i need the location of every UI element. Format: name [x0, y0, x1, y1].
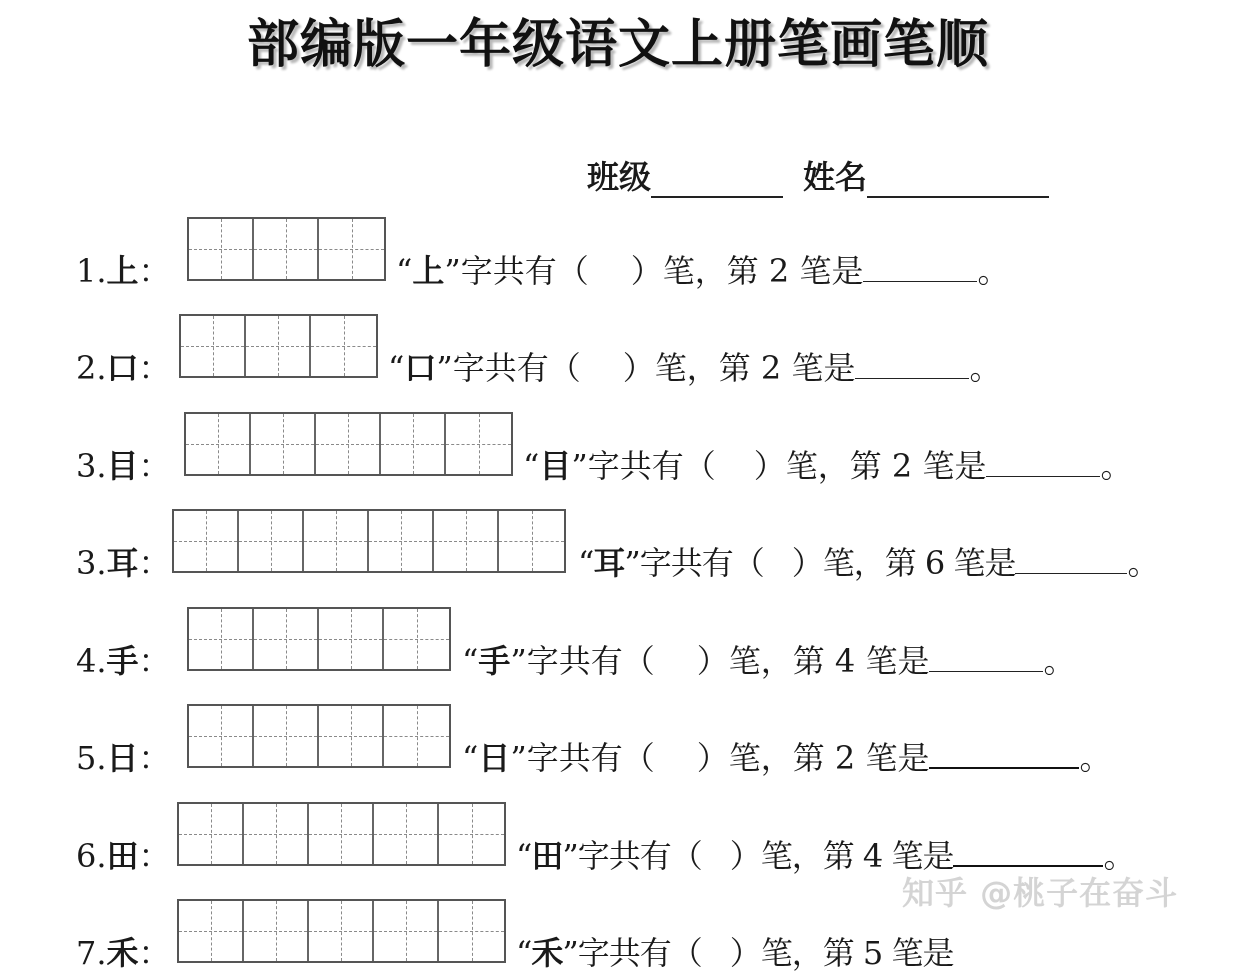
answer-blank[interactable]	[953, 839, 1103, 867]
row-colon: ：	[138, 349, 171, 387]
quoted-char: 口	[404, 349, 437, 387]
grid-cell[interactable]	[319, 706, 384, 766]
quoted-char: 禾	[531, 934, 563, 972]
writing-grid[interactable]	[177, 802, 506, 866]
grid-cell[interactable]	[381, 414, 446, 474]
grid-cell[interactable]	[251, 414, 316, 474]
question-end: 。	[1043, 642, 1076, 680]
grid-cell[interactable]	[189, 706, 254, 766]
quoted-char: 田	[531, 837, 563, 875]
class-name-row	[587, 152, 1049, 198]
answer-blank[interactable]	[855, 352, 969, 379]
quote-open: “	[462, 739, 479, 777]
grid-cell[interactable]	[374, 901, 439, 961]
grid-cell[interactable]	[384, 706, 449, 766]
question-part-a: 字共有（	[460, 252, 589, 290]
question-end: 。	[1079, 739, 1112, 777]
question-part-a: 字共有（	[577, 837, 702, 875]
grid-cell[interactable]	[304, 511, 369, 571]
exercise-row	[0, 508, 1236, 580]
question-text	[388, 343, 1001, 389]
answer-blank[interactable]	[863, 255, 977, 282]
question-part-b: ）笔，第 4 笔是	[696, 642, 930, 680]
question-part-b: ）笔，第 5 笔是	[729, 934, 954, 972]
question-end: 。	[977, 252, 1010, 290]
answer-blank[interactable]	[1015, 547, 1127, 574]
row-colon: ：	[138, 837, 171, 875]
question-part-a: 字共有（	[577, 934, 702, 972]
exercise-row	[0, 216, 1236, 288]
question-part-a: 字共有（	[587, 447, 716, 485]
grid-cell[interactable]	[254, 609, 319, 669]
quote-open: “	[388, 349, 405, 387]
writing-grid[interactable]	[184, 412, 513, 476]
grid-cell[interactable]	[181, 316, 246, 376]
question-part-b: ）笔，第 6 笔是	[791, 544, 1016, 582]
grid-cell[interactable]	[439, 804, 504, 864]
row-number: 3.	[76, 447, 107, 485]
quote-open: “	[516, 837, 532, 875]
grid-cell[interactable]	[244, 804, 309, 864]
grid-cell[interactable]	[189, 219, 254, 279]
grid-cell[interactable]	[319, 219, 384, 279]
quote-close: ”	[562, 837, 578, 875]
grid-cell[interactable]	[179, 901, 244, 961]
grid-cell[interactable]	[246, 316, 311, 376]
writing-grid[interactable]	[187, 607, 451, 671]
question-part-b: ）笔，第 2 笔是	[696, 739, 930, 777]
grid-cell[interactable]	[254, 706, 319, 766]
grid-cell[interactable]	[239, 511, 304, 571]
row-colon: ：	[138, 642, 171, 680]
row-char: 上	[106, 252, 139, 290]
grid-cell[interactable]	[179, 804, 244, 864]
grid-cell[interactable]	[499, 511, 564, 571]
name-blank[interactable]	[867, 166, 1049, 198]
quoted-char: 目	[539, 447, 572, 485]
row-colon: ：	[138, 934, 171, 972]
row-char: 手	[106, 642, 139, 680]
quote-open: “	[516, 934, 532, 972]
row-colon: ：	[138, 447, 171, 485]
question-text	[462, 636, 1075, 682]
row-number: 4.	[76, 642, 107, 680]
question-end: 。	[1127, 544, 1159, 582]
grid-cell[interactable]	[384, 609, 449, 669]
question-text	[523, 441, 1132, 487]
quote-close: ”	[624, 544, 640, 582]
exercise-row	[0, 411, 1236, 483]
row-char: 禾	[106, 934, 139, 972]
writing-grid[interactable]	[177, 899, 506, 963]
row-label	[76, 636, 171, 682]
row-number: 7.	[76, 934, 107, 972]
grid-cell[interactable]	[174, 511, 239, 571]
row-label	[76, 928, 171, 974]
grid-cell[interactable]	[316, 414, 381, 474]
exercise-row	[0, 313, 1236, 385]
row-label	[76, 441, 171, 487]
grid-cell[interactable]	[189, 609, 254, 669]
answer-blank[interactable]	[986, 450, 1100, 477]
question-part-b: ）笔，第 4 笔是	[729, 837, 954, 875]
quote-close: ”	[571, 447, 588, 485]
question-part-a: 字共有（	[526, 642, 655, 680]
page-title: 部编版一年级语文上册笔画笔顺	[246, 15, 989, 75]
exercise-row	[0, 801, 1236, 873]
question-part-b: ）笔，第 2 笔是	[622, 349, 856, 387]
row-char: 田	[106, 837, 139, 875]
grid-cell[interactable]	[369, 511, 434, 571]
quote-close: ”	[436, 349, 453, 387]
class-label: 班级	[587, 158, 652, 196]
writing-grid[interactable]	[172, 509, 566, 573]
grid-cell[interactable]	[254, 219, 319, 279]
grid-cell[interactable]	[439, 901, 504, 961]
question-part-b: ）笔，第 2 笔是	[753, 447, 987, 485]
name-label: 姓名	[803, 158, 868, 196]
writing-grid[interactable]	[187, 704, 451, 768]
quote-open: “	[396, 252, 413, 290]
quoted-char: 日	[478, 739, 511, 777]
question-part-a: 字共有（	[639, 544, 764, 582]
quoted-char: 耳	[593, 544, 625, 582]
exercise-row	[0, 703, 1236, 775]
row-number: 5.	[76, 739, 107, 777]
grid-cell[interactable]	[446, 414, 511, 474]
question-text	[516, 928, 953, 974]
quote-close: ”	[444, 252, 461, 290]
answer-blank[interactable]	[929, 741, 1079, 769]
quote-open: “	[462, 642, 479, 680]
row-char: 口	[106, 349, 139, 387]
row-number: 3.	[76, 544, 107, 582]
quote-open: “	[523, 447, 540, 485]
grid-cell[interactable]	[319, 609, 384, 669]
question-part-a: 字共有（	[526, 739, 655, 777]
row-char: 日	[106, 739, 139, 777]
row-label	[76, 831, 171, 877]
grid-cell[interactable]	[309, 901, 374, 961]
grid-cell[interactable]	[244, 901, 309, 961]
question-text	[462, 733, 1111, 779]
row-char: 耳	[106, 544, 139, 582]
row-colon: ：	[138, 544, 171, 582]
quote-close: ”	[510, 642, 527, 680]
grid-cell[interactable]	[311, 316, 376, 376]
grid-cell[interactable]	[374, 804, 439, 864]
writing-grid[interactable]	[187, 217, 386, 281]
exercise-row	[0, 606, 1236, 678]
quote-close: ”	[562, 934, 578, 972]
row-label	[76, 538, 171, 584]
writing-grid[interactable]	[179, 314, 378, 378]
answer-blank[interactable]	[929, 645, 1043, 672]
question-text	[396, 246, 1009, 292]
class-blank[interactable]	[651, 166, 783, 198]
question-end: 。	[1103, 837, 1135, 875]
row-number: 6.	[76, 837, 107, 875]
row-colon: ：	[138, 739, 171, 777]
question-part-a: 字共有（	[452, 349, 581, 387]
row-char: 目	[106, 447, 139, 485]
watermark: 知乎 @桃子在奋斗	[902, 874, 1179, 912]
question-text	[578, 538, 1158, 584]
quoted-char: 上	[412, 252, 445, 290]
row-label	[76, 246, 171, 292]
grid-cell[interactable]	[186, 414, 251, 474]
question-end: 。	[1100, 447, 1133, 485]
row-number: 2.	[76, 349, 107, 387]
quote-close: ”	[510, 739, 527, 777]
row-label	[76, 343, 171, 389]
quote-open: “	[578, 544, 594, 582]
row-label	[76, 733, 171, 779]
quoted-char: 手	[478, 642, 511, 680]
row-number: 1.	[76, 252, 107, 290]
grid-cell[interactable]	[309, 804, 374, 864]
question-part-b: ）笔，第 2 笔是	[630, 252, 864, 290]
row-colon: ：	[138, 252, 171, 290]
grid-cell[interactable]	[434, 511, 499, 571]
question-end: 。	[969, 349, 1002, 387]
